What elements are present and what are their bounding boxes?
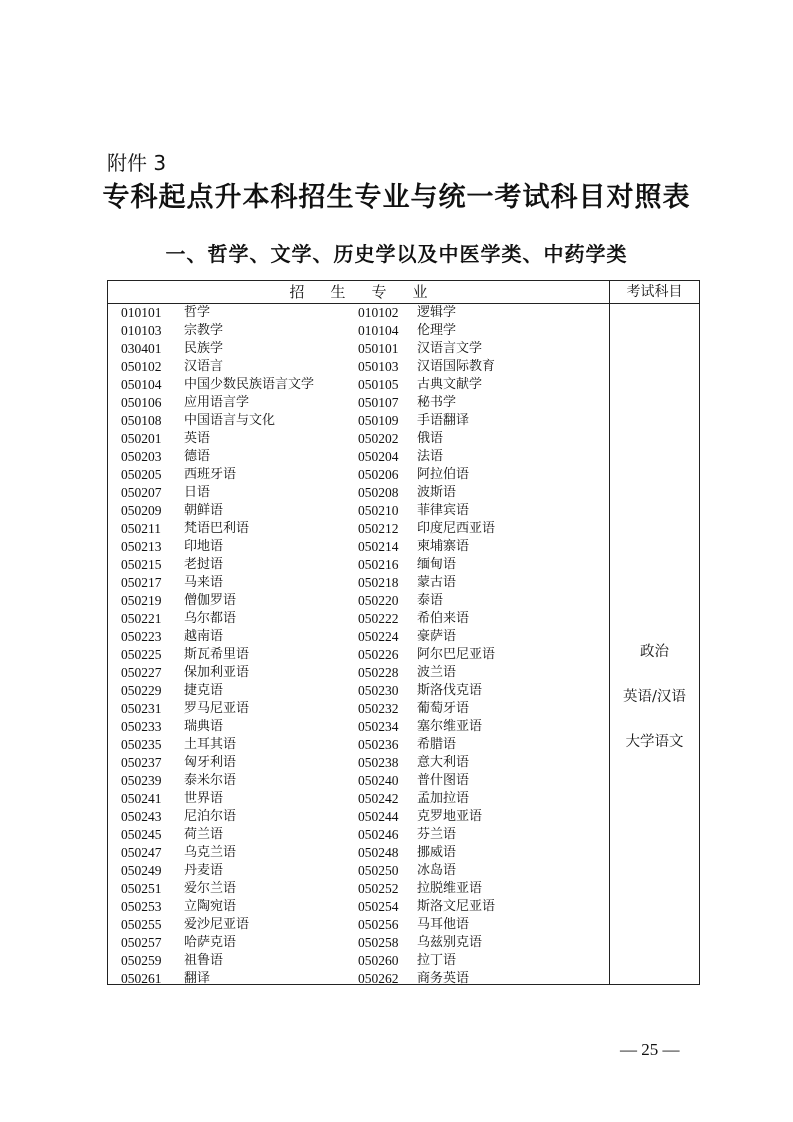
major-code: 050101 bbox=[358, 341, 399, 356]
major-code: 050220 bbox=[358, 593, 399, 608]
major-name: 柬埔寨语 bbox=[417, 539, 470, 554]
table-row bbox=[108, 412, 609, 430]
major-name: 泰米尔语 bbox=[184, 773, 237, 788]
major-code: 050250 bbox=[358, 863, 399, 878]
major-code: 050203 bbox=[121, 449, 162, 464]
major-name: 罗马尼亚语 bbox=[184, 701, 250, 716]
table-row bbox=[108, 772, 609, 790]
major-name: 印地语 bbox=[184, 539, 224, 554]
major-code: 050227 bbox=[121, 665, 162, 680]
major-code: 050229 bbox=[121, 683, 162, 698]
major-code: 050240 bbox=[358, 773, 399, 788]
major-code: 050244 bbox=[358, 809, 399, 824]
major-name: 豪萨语 bbox=[417, 629, 457, 644]
major-name: 蒙古语 bbox=[417, 575, 457, 590]
major-code: 050262 bbox=[358, 971, 399, 986]
major-name: 中国少数民族语言文学 bbox=[184, 377, 315, 392]
major-name: 民族学 bbox=[184, 341, 224, 356]
major-code: 050108 bbox=[121, 413, 162, 428]
major-code: 050254 bbox=[358, 899, 399, 914]
attachment-label: 附件 3 bbox=[107, 151, 167, 175]
major-code: 050230 bbox=[358, 683, 399, 698]
major-code: 050258 bbox=[358, 935, 399, 950]
major-code: 050104 bbox=[121, 377, 162, 392]
exam-subjects bbox=[610, 641, 699, 776]
major-code: 050228 bbox=[358, 665, 399, 680]
major-code: 050237 bbox=[121, 755, 162, 770]
major-code: 050222 bbox=[358, 611, 399, 626]
major-code: 050206 bbox=[358, 467, 399, 482]
major-code: 050217 bbox=[121, 575, 162, 590]
major-name: 菲律宾语 bbox=[417, 503, 470, 518]
major-name: 世界语 bbox=[184, 791, 224, 806]
major-code: 050221 bbox=[121, 611, 162, 626]
major-code: 050215 bbox=[121, 557, 162, 572]
major-rows bbox=[108, 304, 609, 988]
major-name: 爱沙尼亚语 bbox=[184, 917, 250, 932]
table-row bbox=[108, 826, 609, 844]
major-name: 手语翻译 bbox=[417, 413, 470, 428]
major-code: 050238 bbox=[358, 755, 399, 770]
major-name: 波斯语 bbox=[417, 485, 457, 500]
major-name: 老挝语 bbox=[184, 557, 224, 572]
major-name: 斯洛文尼亚语 bbox=[417, 899, 496, 914]
major-code: 050259 bbox=[121, 953, 162, 968]
major-code: 030401 bbox=[121, 341, 162, 356]
major-name: 捷克语 bbox=[184, 683, 224, 698]
major-code: 050236 bbox=[358, 737, 399, 752]
major-code: 050235 bbox=[121, 737, 162, 752]
major-code: 050245 bbox=[121, 827, 162, 842]
major-code: 010104 bbox=[358, 323, 399, 338]
major-code: 050251 bbox=[121, 881, 162, 896]
major-name: 塞尔维亚语 bbox=[417, 719, 483, 734]
major-code: 050257 bbox=[121, 935, 162, 950]
major-exam-table bbox=[107, 280, 700, 985]
table-row bbox=[108, 646, 609, 664]
major-name: 斯洛伐克语 bbox=[417, 683, 483, 698]
major-code: 050218 bbox=[358, 575, 399, 590]
major-name: 葡萄牙语 bbox=[417, 701, 470, 716]
major-name: 汉语言文学 bbox=[417, 341, 483, 356]
major-code: 050103 bbox=[358, 359, 399, 374]
major-name: 希伯来语 bbox=[417, 611, 470, 626]
major-name: 孟加拉语 bbox=[417, 791, 470, 806]
major-name: 西班牙语 bbox=[184, 467, 237, 482]
major-name: 斯瓦希里语 bbox=[184, 647, 250, 662]
major-name: 拉脱维亚语 bbox=[417, 881, 483, 896]
major-code: 050224 bbox=[358, 629, 399, 644]
table-row bbox=[108, 394, 609, 412]
major-code: 050247 bbox=[121, 845, 162, 860]
major-name: 丹麦语 bbox=[184, 863, 224, 878]
major-name: 哲学 bbox=[184, 305, 211, 320]
table-row bbox=[108, 448, 609, 466]
major-code: 050102 bbox=[121, 359, 162, 374]
table-row bbox=[108, 880, 609, 898]
table-row bbox=[108, 502, 609, 520]
table-row bbox=[108, 466, 609, 484]
major-code: 050231 bbox=[121, 701, 162, 716]
major-name: 尼泊尔语 bbox=[184, 809, 237, 824]
major-code: 050239 bbox=[121, 773, 162, 788]
table-row bbox=[108, 808, 609, 826]
exam-subject: 政治 bbox=[640, 644, 669, 660]
major-name: 汉语言 bbox=[184, 359, 224, 374]
major-code: 050214 bbox=[358, 539, 399, 554]
major-name: 祖鲁语 bbox=[184, 953, 224, 968]
table-row bbox=[108, 304, 609, 322]
major-name: 缅甸语 bbox=[417, 557, 457, 572]
major-code: 050205 bbox=[121, 467, 162, 482]
header-exam-subjects: 考试科目 bbox=[626, 284, 683, 300]
major-name: 克罗地亚语 bbox=[417, 809, 483, 824]
major-code: 050260 bbox=[358, 953, 399, 968]
exam-subject: 大学语文 bbox=[625, 734, 684, 750]
major-name: 立陶宛语 bbox=[184, 899, 237, 914]
major-code: 050216 bbox=[358, 557, 399, 572]
major-code: 050243 bbox=[121, 809, 162, 824]
major-name: 马来语 bbox=[184, 575, 224, 590]
table-row bbox=[108, 322, 609, 340]
table-row bbox=[108, 934, 609, 952]
major-code: 050249 bbox=[121, 863, 162, 878]
major-code: 050208 bbox=[358, 485, 399, 500]
major-name: 马耳他语 bbox=[417, 917, 470, 932]
major-code: 050105 bbox=[358, 377, 399, 392]
major-name: 阿拉伯语 bbox=[417, 467, 470, 482]
table-row bbox=[108, 340, 609, 358]
major-name: 翻译 bbox=[184, 971, 211, 986]
major-name: 匈牙利语 bbox=[184, 755, 237, 770]
major-code: 010101 bbox=[121, 305, 162, 320]
table-row bbox=[108, 484, 609, 502]
major-name: 阿尔巴尼亚语 bbox=[417, 647, 496, 662]
table-row bbox=[108, 862, 609, 880]
major-code: 050209 bbox=[121, 503, 162, 518]
major-name: 泰语 bbox=[417, 593, 444, 608]
major-code: 050107 bbox=[358, 395, 399, 410]
major-code: 050233 bbox=[121, 719, 162, 734]
major-code: 050212 bbox=[358, 521, 399, 536]
header-major: 招生专业 bbox=[289, 283, 454, 301]
table-row bbox=[108, 520, 609, 538]
major-code: 050210 bbox=[358, 503, 399, 518]
page-number: — 25 — bbox=[620, 1040, 680, 1059]
table-row bbox=[108, 898, 609, 916]
table-row bbox=[108, 682, 609, 700]
major-name: 法语 bbox=[417, 449, 444, 464]
table-row bbox=[108, 754, 609, 772]
major-name: 爱尔兰语 bbox=[184, 881, 237, 896]
table-row bbox=[108, 700, 609, 718]
table-row bbox=[108, 970, 609, 988]
major-name: 中国语言与文化 bbox=[184, 413, 276, 428]
major-name: 荷兰语 bbox=[184, 827, 224, 842]
major-code: 050252 bbox=[358, 881, 399, 896]
major-code: 050106 bbox=[121, 395, 162, 410]
major-code: 050225 bbox=[121, 647, 162, 662]
major-code: 010102 bbox=[358, 305, 399, 320]
major-code: 050248 bbox=[358, 845, 399, 860]
table-row bbox=[108, 556, 609, 574]
major-code: 050246 bbox=[358, 827, 399, 842]
table-row bbox=[108, 376, 609, 394]
major-code: 050255 bbox=[121, 917, 162, 932]
major-code: 050207 bbox=[121, 485, 162, 500]
major-code: 050232 bbox=[358, 701, 399, 716]
major-code: 050234 bbox=[358, 719, 399, 734]
table-row bbox=[108, 628, 609, 646]
major-name: 芬兰语 bbox=[417, 827, 457, 842]
table-row bbox=[108, 538, 609, 556]
major-name: 英语 bbox=[184, 431, 211, 446]
table-row bbox=[108, 952, 609, 970]
table-row bbox=[108, 916, 609, 934]
major-name: 德语 bbox=[184, 449, 211, 464]
major-name: 挪威语 bbox=[417, 845, 457, 860]
table-row bbox=[108, 610, 609, 628]
major-name: 应用语言学 bbox=[184, 395, 250, 410]
major-name: 拉丁语 bbox=[417, 953, 457, 968]
major-code: 050223 bbox=[121, 629, 162, 644]
table-row bbox=[108, 358, 609, 376]
major-name: 朝鲜语 bbox=[184, 503, 224, 518]
major-code: 050253 bbox=[121, 899, 162, 914]
table-row bbox=[108, 736, 609, 754]
major-name: 越南语 bbox=[184, 629, 224, 644]
major-name: 宗教学 bbox=[184, 323, 224, 338]
major-code: 010103 bbox=[121, 323, 162, 338]
major-name: 商务英语 bbox=[417, 971, 470, 986]
major-name: 日语 bbox=[184, 485, 211, 500]
major-name: 乌克兰语 bbox=[184, 845, 237, 860]
major-name: 意大利语 bbox=[417, 755, 470, 770]
major-name: 秘书学 bbox=[417, 395, 457, 410]
major-name: 普什图语 bbox=[417, 773, 470, 788]
major-name: 保加利亚语 bbox=[184, 665, 250, 680]
major-code: 050261 bbox=[121, 971, 162, 986]
major-name: 伦理学 bbox=[417, 323, 457, 338]
major-name: 乌兹别克语 bbox=[417, 935, 483, 950]
major-name: 僧伽罗语 bbox=[184, 593, 237, 608]
major-name: 冰岛语 bbox=[417, 863, 457, 878]
table-row bbox=[108, 718, 609, 736]
major-code: 050226 bbox=[358, 647, 399, 662]
major-name: 波兰语 bbox=[417, 665, 457, 680]
major-code: 050219 bbox=[121, 593, 162, 608]
table-row bbox=[108, 664, 609, 682]
major-name: 俄语 bbox=[417, 431, 444, 446]
major-code: 050109 bbox=[358, 413, 399, 428]
major-name: 古典文献学 bbox=[417, 377, 483, 392]
major-code: 050202 bbox=[358, 431, 399, 446]
major-code: 050211 bbox=[121, 521, 161, 536]
table-row bbox=[108, 430, 609, 448]
document-title: 专科起点升本科招生专业与统一考试科目对照表 bbox=[102, 182, 691, 213]
major-name: 乌尔都语 bbox=[184, 611, 237, 626]
table-row bbox=[108, 790, 609, 808]
major-code: 050201 bbox=[121, 431, 162, 446]
major-name: 希腊语 bbox=[417, 737, 457, 752]
major-code: 050213 bbox=[121, 539, 162, 554]
major-name: 逻辑学 bbox=[417, 305, 457, 320]
major-code: 050241 bbox=[121, 791, 162, 806]
column-divider bbox=[609, 281, 610, 984]
table-row bbox=[108, 844, 609, 862]
major-name: 汉语国际教育 bbox=[417, 359, 496, 374]
major-code: 050204 bbox=[358, 449, 399, 464]
major-name: 梵语巴利语 bbox=[184, 521, 250, 536]
major-code: 050242 bbox=[358, 791, 399, 806]
major-name: 印度尼西亚语 bbox=[417, 521, 496, 536]
major-name: 土耳其语 bbox=[184, 737, 237, 752]
major-name: 瑞典语 bbox=[184, 719, 224, 734]
exam-subject: 英语/汉语 bbox=[623, 689, 686, 705]
major-name: 哈萨克语 bbox=[184, 935, 237, 950]
section-heading: 一、哲学、文学、历史学以及中医学类、中药学类 bbox=[165, 242, 628, 266]
table-row bbox=[108, 592, 609, 610]
major-code: 050256 bbox=[358, 917, 399, 932]
table-row bbox=[108, 574, 609, 592]
